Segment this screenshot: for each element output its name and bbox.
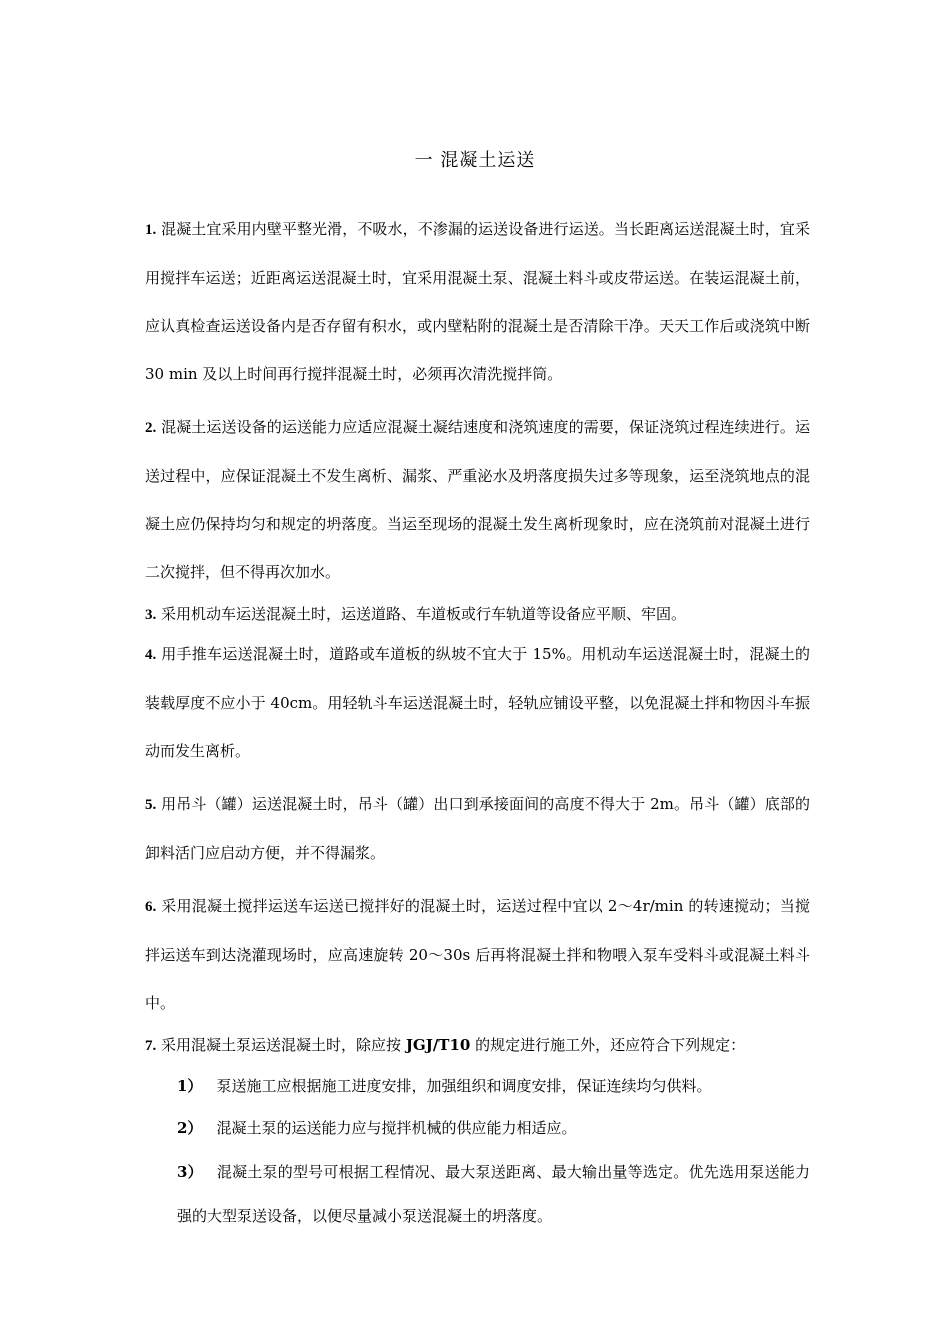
clause-text: 混凝土运送设备的运送能力应适应混凝土凝结速度和浇筑速度的需要，保证浇筑过程连续进行。运送过程中，应保证混凝土不发生离析、漏浆、严重泌水及坍落度损失过多等现象，运至浇筑地点的混凝土应仍保持均匀和规定的坍落度。当运至现场的混凝土发生离析现象时，应在浇筑前对混凝土进行二次搅拌，但不得再次加水。 (145, 418, 810, 581)
subclause-text: 混凝土泵的型号可根据工程情况、最大泵送距离、最大输出量等选定。优先选用泵送能力强的大型泵送设备，以便尽量减小泵送混凝土的坍落度。 (177, 1163, 810, 1225)
subclause-text: 混凝土泵的运送能力应与搅拌机械的供应能力相适应。 (216, 1119, 577, 1137)
clause-3 (145, 601, 810, 628)
clause-number: 5. (145, 797, 157, 813)
clause-6 (145, 882, 810, 1027)
subclause-number: 3） (177, 1163, 203, 1181)
clause-number: 3. (145, 607, 157, 623)
clause-text: 采用混凝土搅拌运送车运送已搅拌好的混凝土时，运送过程中宜以 2～4r/min 的转速搅动；当搅拌运送车到达浇灌现场时，应高速旋转 20～30s 后再将混凝土拌和物喂入泵车受料斗或混凝土料斗中。 (145, 897, 810, 1012)
document-body (145, 205, 810, 1254)
subclause-2 (145, 1115, 810, 1141)
clause-text: 采用机动车运送混凝土时，运送道路、车道板或行车轨道等设备应平顺、牢固。 (161, 605, 687, 623)
clause-text: 用吊斗（罐）运送混凝土时，吊斗（罐）出口到承接面间的高度不得大于 2m。吊斗（罐）底部的卸料活门应启动方便，并不得漏浆。 (145, 795, 810, 862)
clause-number: 6. (145, 899, 157, 915)
clause-5 (145, 780, 810, 877)
clause-text: 的规定进行施工外，还应符合下列规定： (470, 1036, 746, 1054)
clause-2 (145, 403, 810, 596)
clause-4 (145, 630, 810, 775)
subclause-number: 1） (177, 1077, 203, 1095)
subclause-text: 泵送施工应根据施工进度安排，加强组织和调度安排，保证连续均匀供料。 (216, 1077, 712, 1095)
subclause-1 (145, 1073, 810, 1099)
clause-7 (145, 1032, 810, 1059)
clause-text: 用手推车运送混凝土时，道路或车道板的纵坡不宜大于 15%。用机动车运送混凝土时，混凝土的装载厚度不应小于 40cm。用轻轨斗车运送混凝土时，轻轨应铺设平整，以免混凝土拌和物因斗车振动而发生离析。 (145, 645, 810, 760)
standard-code: JGJ/T10 (405, 1036, 471, 1054)
clause-number: 2. (145, 420, 157, 436)
clause-number: 7. (145, 1038, 157, 1054)
subclause-number: 2） (177, 1119, 203, 1137)
subclause-3 (145, 1150, 810, 1238)
clause-text: 混凝土宜采用内壁平整光滑，不吸水，不渗漏的运送设备进行运送。当长距离运送混凝土时，宜采用搅拌车运送；近距离运送混凝土时，宜采用混凝土泵、混凝土料斗或皮带运送。在装运混凝土前，应认真检查运送设备内是否存留有积水，或内壁粘附的混凝土是否清除干净。天天工作后或浇筑中断 30 min 及以上时间再行搅拌混凝土时，必须再次清洗搅拌筒。 (145, 220, 810, 383)
clause-1 (145, 205, 810, 398)
page-title: 一 混凝土运送 (414, 150, 536, 171)
clause-number: 1. (145, 222, 157, 238)
clause-text: 采用混凝土泵运送混凝土时，除应按 (161, 1036, 406, 1054)
clause-number: 4. (145, 647, 157, 663)
